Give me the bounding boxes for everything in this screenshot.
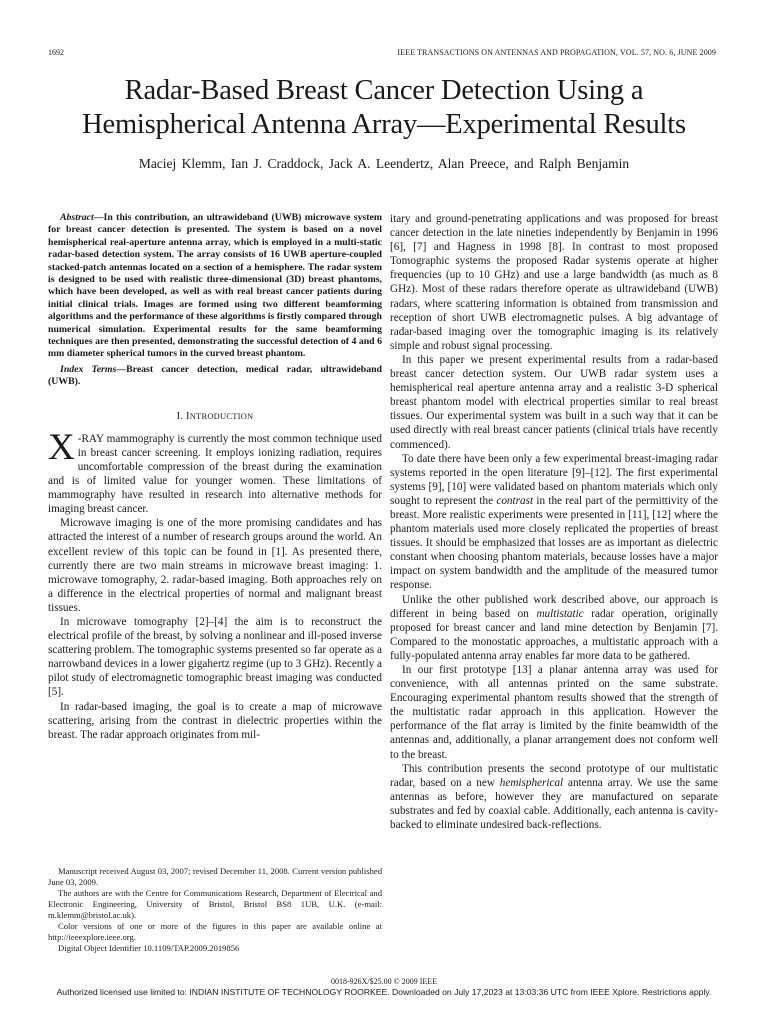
- author-list: Maciej Klemm, Ian J. Craddock, Jack A. Leendertz, Alan Preece, and Ralph Benjamin: [138, 156, 630, 171]
- footnote-color-versions: Color versions of one or more of the figures in this paper are available online at http://ieeexplore.ieee.org.: [48, 921, 382, 942]
- title-line-1: Radar-Based Breast Cancer Detection Using a: [124, 75, 644, 106]
- title-line-2: Hemispherical Antenna Array—Experimental Results: [82, 109, 686, 140]
- right-paragraph-1: itary and ground-penetrating applications and was proposed for breast cancer detection in the late nineties independently by Benjamin in 1996 [6], [7] and Hagness in 1998 [8]. In contrast to most proposed Tomographic systems the proposed Radar systems operate at higher frequencies (up to 10 GHz) and use a large bandwidth (as much as 8 GHz). Most of these radars therefore operate as ultrawideband (UWB) radars, where scattering information is obtained from transmission and reception of short UWB electromagnetic pulses. A big advantage of radar-based imaging over the tomographic imaging is its relatively simple and robust signal processing.: [390, 213, 718, 352]
- emphasis-hemispherical: hemispherical: [499, 776, 564, 789]
- footnote-affiliation: The authors are with the Centre for Communications Research, Department of Electrical and Electronic Engineering, University of Bristol, Bristol BS8 1UB, U.K. (e-mail: m.klemm@bristol.ac.uk).: [48, 888, 382, 920]
- right-paragraph-6: This contribution presents the second prototype of our multistatic radar, based on a new hemispherical antenna array. We use the same antennas as before, however they are manufactured on separate substrates and fed by coaxial cable. Additionally, each antenna is cavity-backed to eliminate undesired back-reflections.: [390, 762, 718, 832]
- intro-paragraph-4: In radar-based imaging, the goal is to create a map of microwave scattering, arising from the contrast in dielectric properties within the breast. The radar approach originates from mil-: [48, 700, 382, 741]
- index-terms-label: Index Terms: [60, 363, 117, 375]
- right-paragraph-5: In our first prototype [13] a planar antenna array was used for convenience, with all antennas printed on the same substrate. Encouraging experimental phantom results showed that the strength of the multistatic radar approach in this application. However the performance of the flat array is limited by the finite beamwidth of the antennas and, additionally, a planar arrangement does not conform well to the breast.: [390, 664, 718, 761]
- index-terms: [48, 364, 382, 389]
- abstract-text: —In this contribution, an ultrawideband (UWB) microwave system for breast cancer detection is presented. The system is based on a novel hemispherical real-aperture antenna array, which is employed in a multi-static radar-based detection system. The array consists of 16 UWB aperture-coupled stacked-patch antennas located on a section of a hemisphere. The radar system is designed to be used with realistic three-dimensional (3D) breast phantoms, which have been developed, as well as with real breast cancer patients during initial clinical trials. Images are formed using two different beamforming algorithms and the performance of these algorithms is firstly compared through numerical simulation. Experimental results for the same beamforming techniques are then presented, demonstrating the successful detection of 4 and 6 mm diameter spherical tumors in the curved breast phantom.: [48, 212, 382, 360]
- right-paragraph-2: In this paper we present experimental results from a radar-based breast cancer detection system. Our UWB radar system uses a hemispherical real aperture antenna array and a realistic 3-D spherical breast phantom model with electrical properties similar to real breast tissues. Our experimental system was built in a such way that it can be used directly with real breast cancer patients (clinical trials have recently commenced).: [390, 353, 718, 451]
- footnote-doi: Digital Object Identifier 10.1109/TAP.2009.2019856: [58, 943, 240, 953]
- index-terms-text: —Breast cancer detection, medical radar, ultrawideband (UWB).: [48, 363, 382, 388]
- abstract-label: Abstract: [60, 212, 94, 223]
- first-page-footnotes: [48, 866, 382, 954]
- intro-paragraph-1: X -RAY mammography is currently the most common technique used in breast cancer screening. It employs ionizing radiation, requires uncomfortable compression of the breast during the examination and is of limited value for younger women. These limitations of mammography have resulted in research into alternative methods for imaging breast cancer.: [48, 426, 382, 516]
- paper-title: [48, 74, 720, 142]
- journal-citation: IEEE TRANSACTIONS ON ANTENNAS AND PROPAGATION, VOL. 57, NO. 6, JUNE 2009: [397, 48, 716, 57]
- right-paragraph-3: To date there have been only a few experimental breast-imaging radar systems reported in the open literature [9]–[12]. The first experimental systems [9], [10] were validated based on phantom materials which only sought to represent the contrast in the real part of the permittivity of the breast. More realistic experiments were presented in [11], [12] where the phantom materials used more closely replicated the properties of breast tissues. It should be emphasized that losses are as important as dielectric constant when choosing phantom materials, because losses have a major impact on system bandwidth and the amplitude of the measured tumor response.: [390, 452, 718, 592]
- drop-cap-letter: X: [48, 426, 75, 468]
- page-number: 1692: [48, 48, 64, 57]
- emphasis-multistatic: multistatic: [536, 607, 584, 620]
- emphasis-contrast: contrast: [496, 494, 534, 507]
- right-column: [390, 212, 718, 832]
- running-header: [48, 48, 716, 60]
- intro-paragraph-2: Microwave imaging is one of the more promising candidates and has attracted the interest of a number of research groups around the world. An excellent review of this topic can be found in [1]. As presented there, currently there are two main streams in microwave breast imaging: 1. microwave tomography, 2. radar-based imaging. Both approaches rely on a difference in the electrical properties of normal and malignant breast tissues.: [48, 517, 382, 614]
- left-column: [48, 212, 382, 742]
- intro-paragraph-3: In microwave tomography [2]–[4] the aim is to reconstruct the electrical profile of the breast, by solving a nonlinear and ill-posed inverse scattering problem. The tomographic systems presented so far operate as a narrowband devices in a lower gigahertz regime (up to 3 GHz). Recently a pilot study of electromagnetic tomographic breast imaging was conducted [5].: [48, 616, 382, 699]
- right-paragraph-4: Unlike the other published work described above, our approach is different in being based on multistatic radar operation, originally proposed for breast cancer and land mine detection by Benjamin [7]. Compared to the monostatic approaches, a multistatic approach with a fully-populated antenna array enables far more data to be gathered.: [390, 593, 718, 662]
- abstract: [48, 212, 382, 361]
- section-heading-introduction: I. INTRODUCTION: [176, 410, 254, 422]
- license-notice: Authorized licensed use limited to: INDIAN INSTITUTE OF TECHNOLOGY ROORKEE. Downloaded on July 17,2023 at 13:03:36 UTC from IEEE Xplore. Restrictions apply.: [56, 987, 712, 997]
- footnote-manuscript: Manuscript received August 03, 2007; revised December 11, 2008. Current version published June 03, 2009.: [48, 866, 382, 887]
- copyright-line: 0018-926X/$25.00 © 2009 IEEE: [330, 977, 438, 986]
